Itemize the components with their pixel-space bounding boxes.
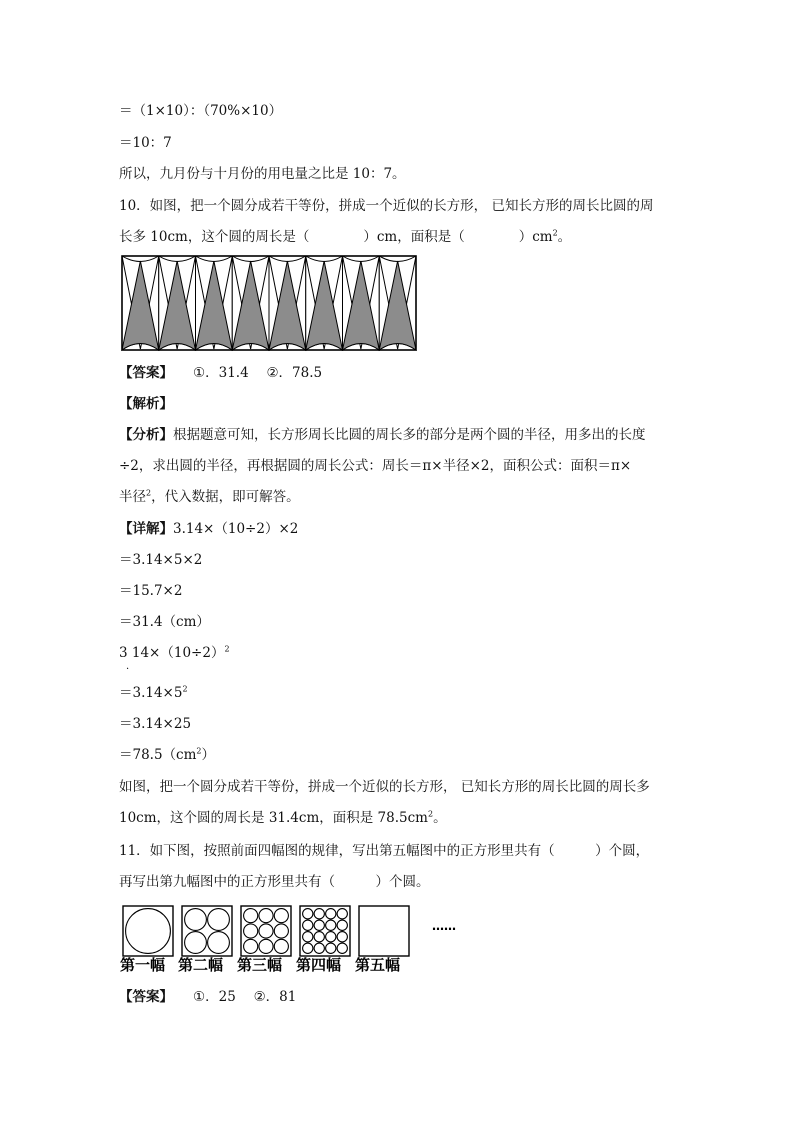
analysis-text: ，代入数据，即可解答。 [151, 489, 300, 505]
step-line-7 [119, 746, 215, 764]
step-line-6: ＝3.14×25 [119, 716, 192, 732]
analysis-line-3 [119, 488, 300, 506]
analysis-text: 半径 [119, 489, 146, 505]
answer-values: ①．25 ②．81 [193, 989, 297, 1005]
answer-11 [119, 988, 296, 1006]
answer-label: 【答案】 [119, 989, 173, 1005]
superscript: 2 [552, 228, 558, 238]
ellipsis: …… [432, 919, 456, 933]
step-line-4 [119, 644, 230, 662]
figure-label-4: 第四幅 [296, 956, 342, 974]
step-text: ＝78.5（cm [119, 747, 197, 763]
superscript: 2 [224, 644, 230, 654]
circle-rectangle-figure [121, 254, 417, 352]
figure-label-5: 第五幅 [355, 956, 401, 974]
step-text: ＝3.14×5 [119, 685, 183, 701]
superscript: 2 [196, 746, 202, 756]
question-10-text: 长多 10cm，这个圆的周长是（ ）cm，面积是（ ）cm [119, 229, 553, 245]
answer-10 [119, 364, 322, 382]
answer-label: 【答案】 [119, 365, 173, 381]
question-11-line-2: 再写出第九幅图中的正方形里共有（ ）个圆。 [119, 874, 430, 890]
calc-line-2: ＝10：7 [119, 135, 172, 151]
analysis-heading: 【解析】 [119, 396, 173, 412]
superscript: 2 [182, 684, 188, 694]
question-10-line-2 [119, 228, 571, 246]
superscript: 2 [146, 488, 152, 498]
summary-text: 。 [433, 810, 447, 826]
analysis-line-1 [119, 426, 646, 444]
step-line-1: ＝3.14×5×2 [119, 552, 203, 568]
circle-pattern-figure [119, 903, 469, 975]
superscript: 2 [427, 809, 434, 819]
step-text: ） [201, 747, 216, 763]
summary-line-1: 如图，把一个圆分成若干等份，拼成一个近似的长方形， 已知长方形的周长比圆的周长多 [119, 779, 650, 795]
analysis-text: 根据题意可知，长方形周长比圆的周长多的部分是两个圆的半径，用多出的长度 [173, 427, 646, 443]
summary-text: 10cm，这个圆的周长是 31.4cm，面积是 78.5cm [119, 810, 428, 826]
step-line-2: ＝15.7×2 [119, 583, 183, 599]
figure-label-3: 第三幅 [237, 956, 283, 974]
question-10-line-1: 10．如图，把一个圆分成若干等份，拼成一个近似的长方形， 已知长方形的周长比圆的周 [119, 198, 654, 214]
conclusion-line: 所以，九月份与十月份的用电量之比是 10：7。 [119, 166, 406, 182]
step-line-5 [119, 684, 188, 702]
question-10-end: 。 [557, 229, 572, 245]
figure-label-2: 第二幅 [178, 956, 224, 974]
figure-label-1: 第一幅 [120, 956, 166, 974]
step-line-3: ＝31.4（cm） [119, 614, 210, 630]
decimal-dot: · [126, 664, 130, 675]
detail-text: 3.14×（10÷2）×2 [173, 521, 299, 537]
detail-line [119, 520, 298, 538]
calc-line-1: ＝（1×10）：（70%×10） [119, 103, 283, 119]
detail-label: 【详解】 [119, 521, 173, 537]
analysis-line-2: ÷2，求出圆的半径，再根据圆的周长公式：周长＝π×半径×2，面积公式：面积＝π× [119, 458, 632, 474]
analysis-label: 【分析】 [119, 427, 173, 443]
answer-values: ①．31.4 ②．78.5 [193, 365, 323, 381]
step-text: 3 14×（10÷2） [119, 645, 225, 661]
question-11-line-1: 11．如下图，按照前面四幅图的规律，写出第五幅图中的正方形里共有（ ）个圆， [119, 843, 650, 859]
summary-line-2 [119, 809, 447, 827]
